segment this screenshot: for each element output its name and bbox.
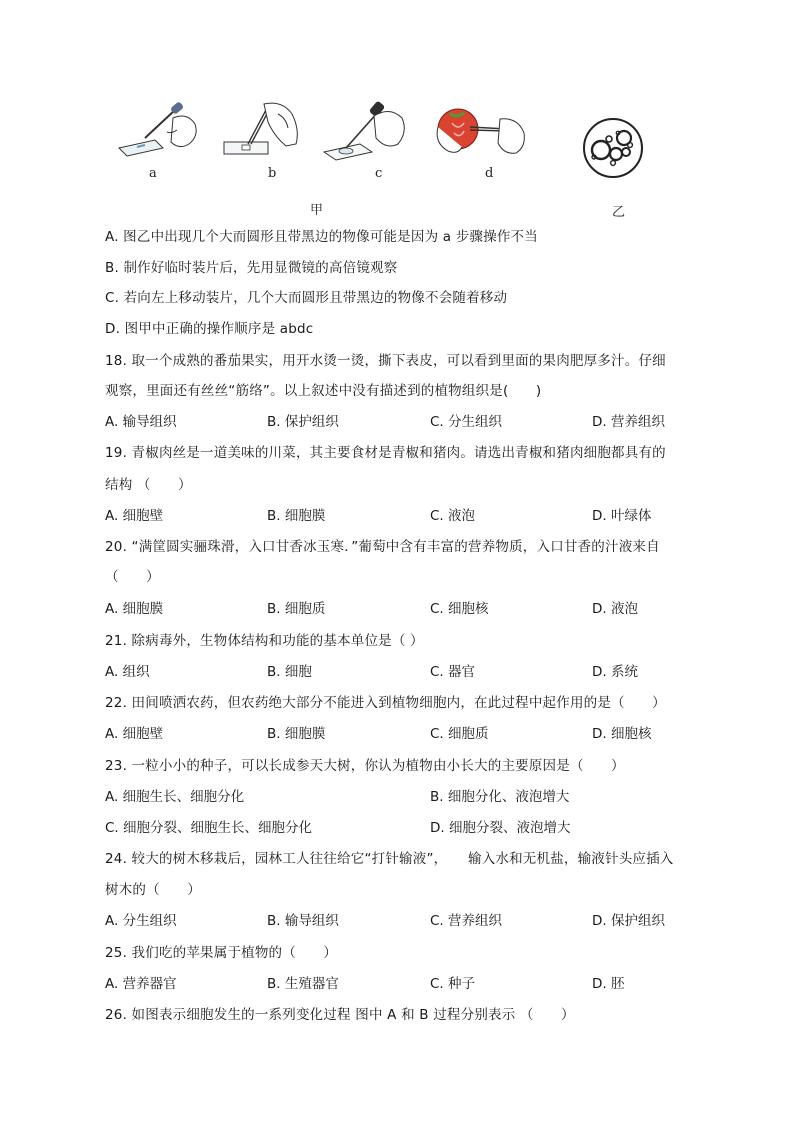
q19-option-b: B. 细胞膜	[267, 508, 326, 524]
q25-option-c: C. 种子	[430, 976, 476, 992]
q26-stem: 26. 如图表示细胞发生的一系列变化过程 图中 A 和 B 过程分别表示 （ ）	[105, 1007, 575, 1023]
q21-stem: 21. 除病毒外，生物体结构和功能的基本单位是（ ）	[105, 633, 424, 649]
q25-option-b: B. 生殖器官	[267, 976, 339, 992]
q22-option-b: B. 细胞膜	[267, 726, 326, 742]
q25-stem: 25. 我们吃的苹果属于植物的（ ）	[105, 945, 338, 961]
step-b-tweezers-illustration	[218, 100, 308, 162]
caption-jia: 甲	[310, 203, 324, 218]
figure-jia-yi	[100, 95, 700, 225]
q20-stem-line2: （ ）	[105, 569, 160, 585]
q25-option-a: A. 营养器官	[105, 976, 177, 992]
q24-option-d: D. 保护组织	[592, 913, 665, 929]
label-d: d	[485, 166, 494, 181]
q22-option-d: D. 细胞核	[592, 726, 652, 742]
q20-option-d: D. 液泡	[592, 601, 638, 617]
q23-option-b: B. 细胞分化、液泡增大	[430, 789, 570, 805]
q22-option-c: C. 细胞质	[430, 726, 489, 742]
label-c: c	[375, 166, 383, 181]
q23-option-c: C. 细胞分裂、细胞生长、细胞分化	[105, 820, 313, 836]
step-a-dropper-illustration	[115, 100, 205, 162]
q22-option-a: A. 细胞壁	[105, 726, 164, 742]
q22-stem: 22. 田间喷洒农药，但农药绝大部分不能进入到植物细胞内，在此过程中起作用的是（ ）	[105, 695, 666, 711]
q19-option-a: A. 细胞壁	[105, 508, 164, 524]
label-b: b	[268, 166, 277, 181]
caption-yi: 乙	[612, 205, 626, 220]
microscope-view-bubbles-illustration	[582, 117, 644, 179]
q18-option-c: C. 分生组织	[430, 414, 503, 430]
label-a: a	[149, 166, 157, 181]
q23-option-d: D. 细胞分裂、液泡增大	[430, 820, 571, 836]
q17-option-b: B. 制作好临时装片后，先用显微镜的高倍镜观察	[105, 260, 398, 276]
q19-stem-line2: 结构 （ ）	[105, 477, 192, 493]
step-c-needle-illustration	[320, 100, 410, 162]
q20-stem-line1: 20. “满筐圆实骊珠滑，入口甘香冰玉寒．”葡萄中含有丰富的营养物质，入口甘香的汁液来自	[105, 539, 660, 555]
q18-option-a: A. 输导组织	[105, 414, 177, 430]
q21-option-b: B. 细胞	[267, 664, 312, 680]
q17-option-c: C. 若向左上移动装片，几个大而圆形且带黑边的物像不会随着移动	[105, 290, 508, 306]
q23-option-a: A. 细胞生长、细胞分化	[105, 789, 245, 805]
q20-option-b: B. 细胞质	[267, 601, 326, 617]
q21-option-d: D. 系统	[592, 664, 638, 680]
q18-option-d: D. 营养组织	[592, 414, 665, 430]
q18-stem-line1: 18. 取一个成熟的番茄果实，用开水烫一烫，撕下表皮，可以看到里面的果肉肥厚多汁。仔细	[105, 353, 666, 369]
q20-option-a: A. 细胞膜	[105, 601, 164, 617]
q17-option-d: D. 图甲中正确的操作顺序是 abdc	[105, 321, 314, 337]
q21-option-a: A. 组织	[105, 664, 150, 680]
q24-option-c: C. 营养组织	[430, 913, 503, 929]
q20-option-c: C. 细胞核	[430, 601, 489, 617]
q19-option-d: D. 叶绿体	[592, 508, 652, 524]
q24-stem-line1: 24. 较大的树木移栽后，园林工人往往给它“打针输液”， 输入水和无机盐，输液针头应插入	[105, 851, 674, 867]
q24-option-b: B. 输导组织	[267, 913, 339, 929]
q19-option-c: C. 液泡	[430, 508, 476, 524]
q18-stem-line2: 观察，里面还有丝丝“筋络”。以上叙述中没有描述到的植物组织是( )	[105, 383, 542, 399]
q17-option-a: A. 图乙中出现几个大而圆形且带黑边的物像可能是因为 a 步骤操作不当	[105, 229, 538, 245]
step-d-tomato-illustration	[430, 103, 530, 161]
q25-option-d: D. 胚	[592, 976, 625, 992]
q24-stem-line2: 树木的（ ）	[105, 882, 201, 898]
q23-stem: 23. 一粒小小的种子，可以长成参天大树，你认为植物由小长大的主要原因是（ ）	[105, 758, 625, 774]
q24-option-a: A. 分生组织	[105, 913, 177, 929]
q21-option-c: C. 器官	[430, 664, 476, 680]
q19-stem-line1: 19. 青椒肉丝是一道美味的川菜，其主要食材是青椒和猪肉。请选出青椒和猪肉细胞都具有的	[105, 445, 666, 461]
q18-option-b: B. 保护组织	[267, 414, 339, 430]
